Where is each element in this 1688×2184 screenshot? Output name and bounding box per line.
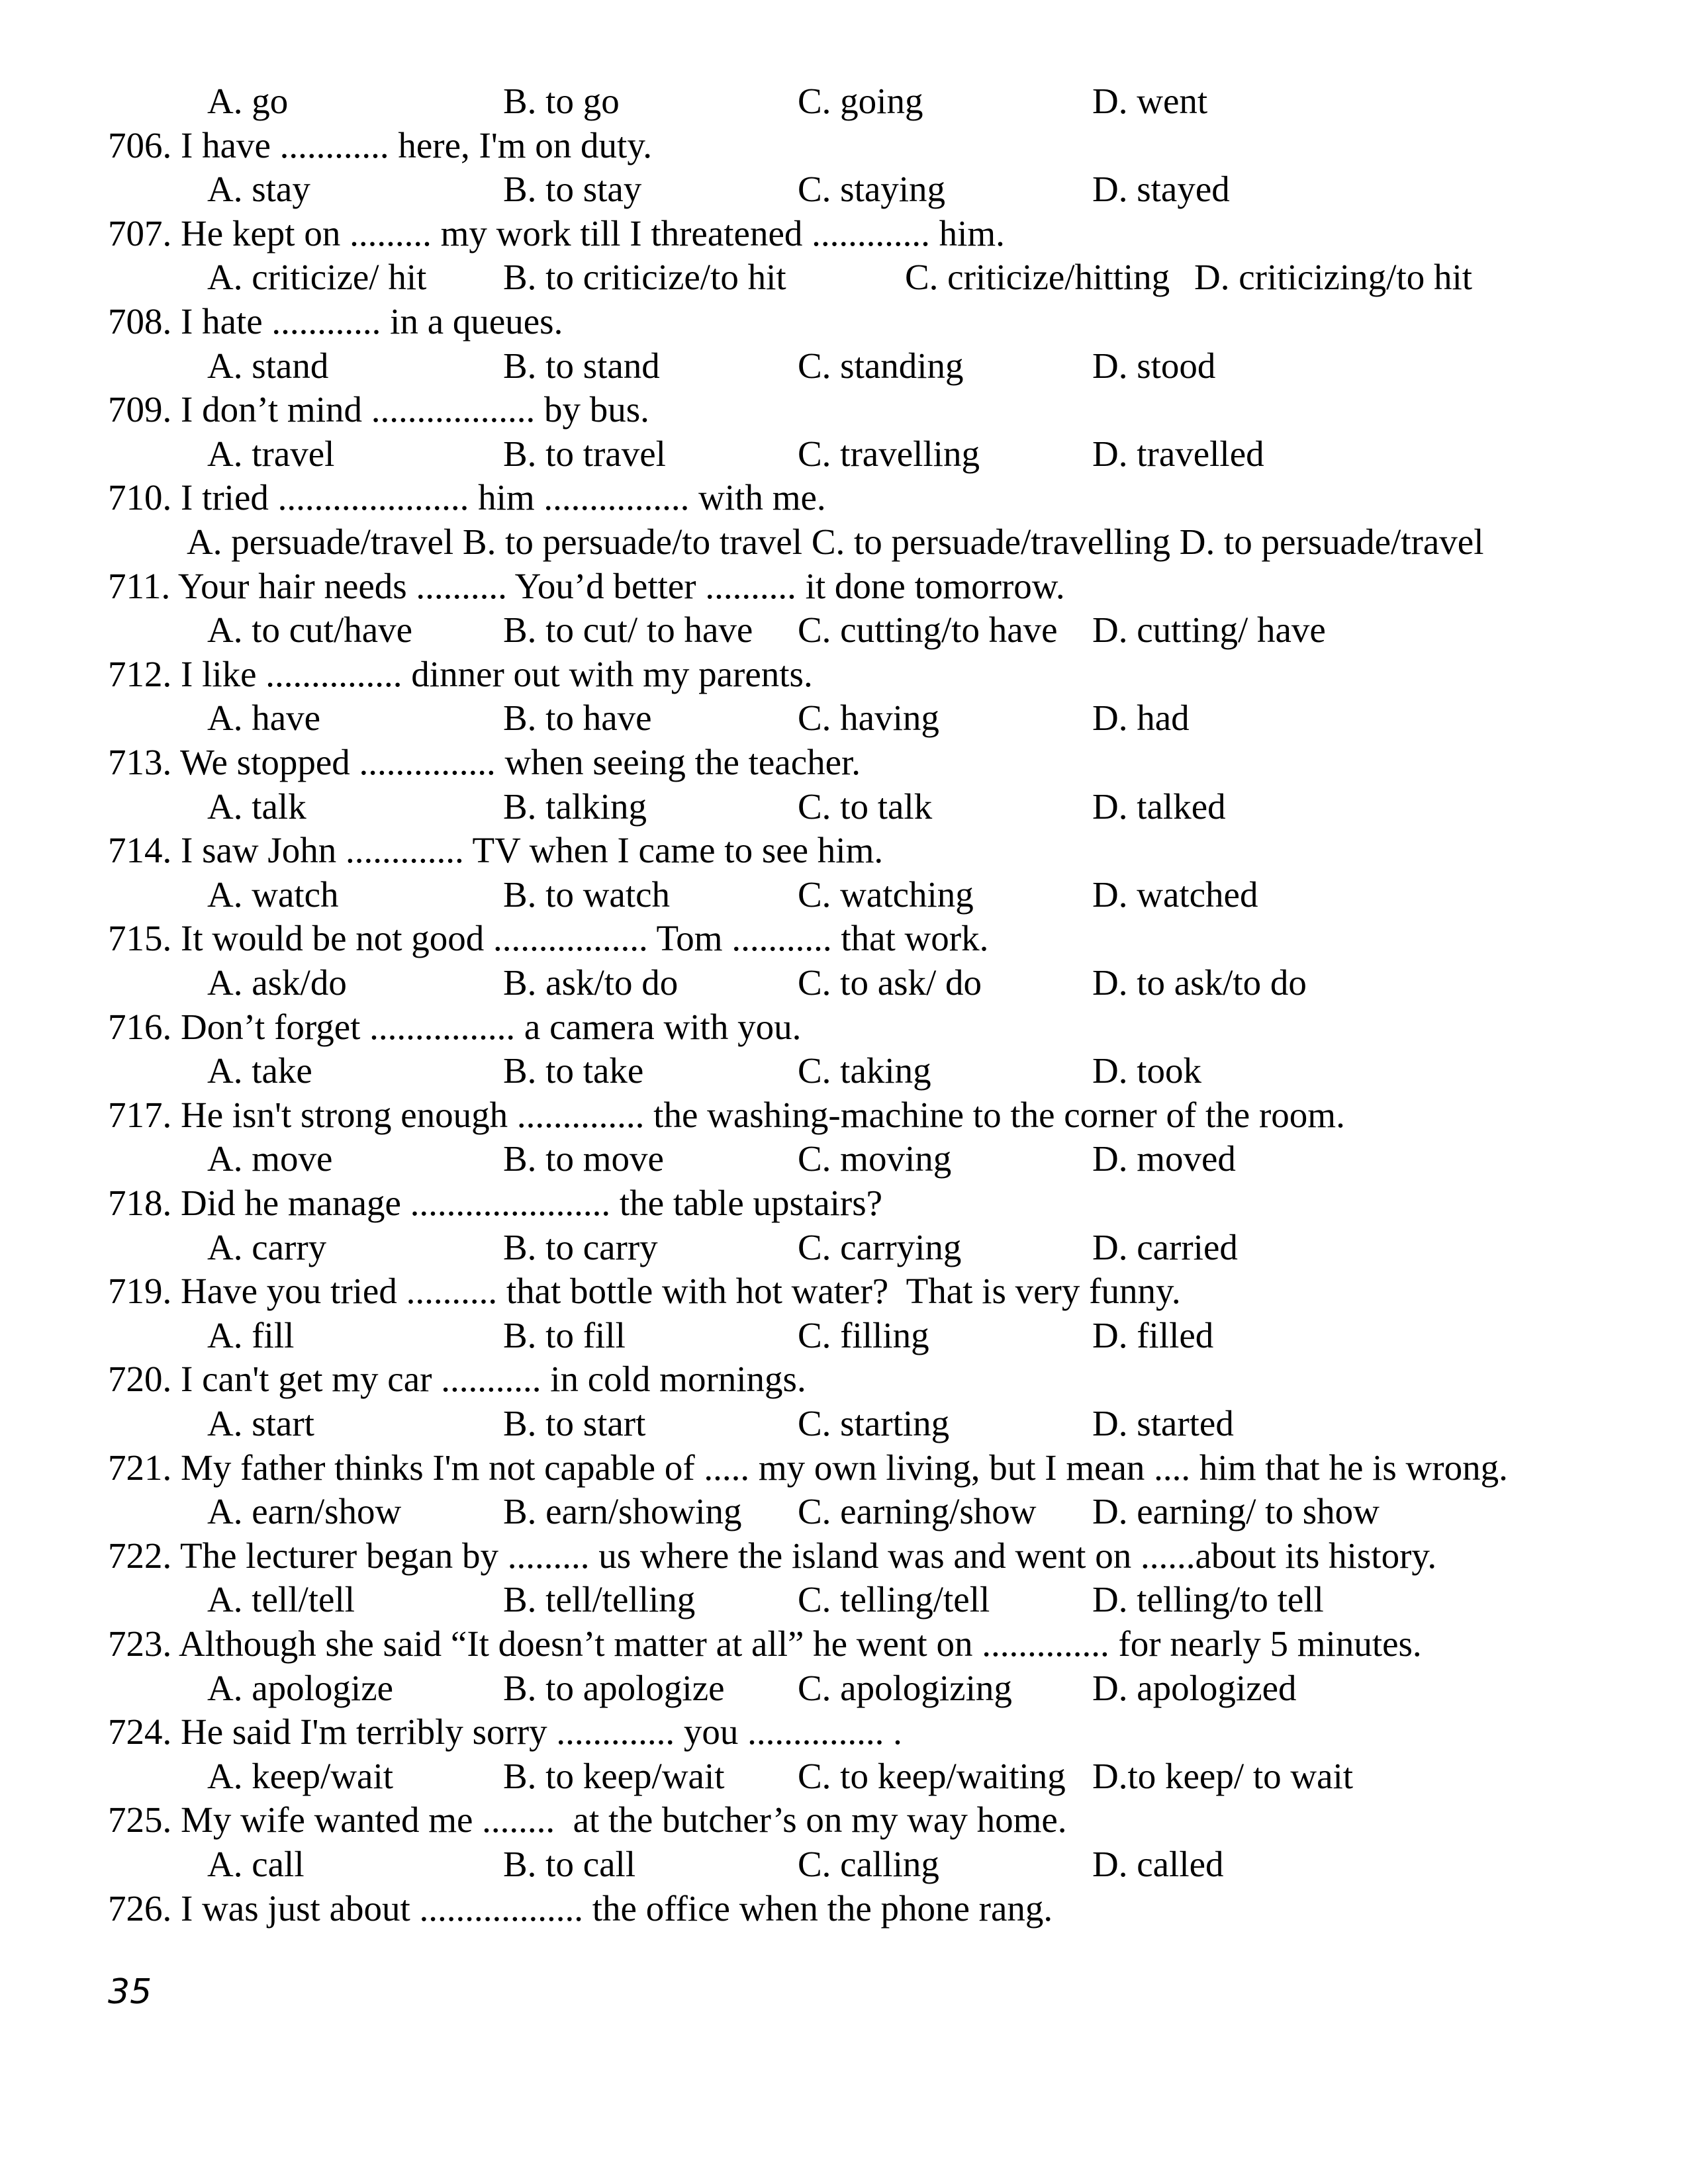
option-b: B. to stand xyxy=(503,345,660,386)
option-c: C. to ask/ do xyxy=(798,962,982,1003)
question-text: 716. Don’t forget ................ a camera with you. xyxy=(108,1007,802,1047)
option-a: A. stand xyxy=(207,345,329,386)
option-c: C. filling xyxy=(798,1315,929,1355)
option-b: B. to cut/ to have xyxy=(503,610,753,650)
option-a: A. apologize xyxy=(207,1668,394,1708)
option-b: B. to apologize xyxy=(503,1668,725,1708)
option-b: B. to take xyxy=(503,1050,644,1091)
option-d: D. to ask/to do xyxy=(1092,962,1307,1003)
option-a: A. tell/tell xyxy=(207,1579,355,1619)
option-d: D. watched xyxy=(1092,874,1258,915)
question-text: 717. He isn't strong enough .............. the washing-machine to the corner of the room. xyxy=(108,1095,1345,1135)
option-a: A. fill xyxy=(207,1315,295,1355)
question-text: 726. I was just about .................. the office when the phone rang. xyxy=(108,1888,1053,1929)
option-c: C. calling xyxy=(798,1844,939,1884)
option-d: D. telling/to tell xyxy=(1092,1579,1324,1619)
option-d: D. apologized xyxy=(1092,1668,1297,1708)
option-c: C. moving xyxy=(798,1138,952,1179)
option-a: A. watch xyxy=(207,874,339,915)
question-text: 706. I have ............ here, I'm on duty. xyxy=(108,125,652,165)
question-text: 724. He said I'm terribly sorry ............. you ............... . xyxy=(108,1711,902,1752)
option-b: B. to watch xyxy=(503,874,671,915)
option-a: A. go xyxy=(207,81,289,121)
question-text: 711. Your hair needs .......... You’d better .......... it done tomorrow. xyxy=(108,566,1065,606)
option-b: B. to call xyxy=(503,1844,636,1884)
option-d: D. carried xyxy=(1092,1227,1238,1267)
option-d: D.to keep/ to wait xyxy=(1092,1756,1354,1796)
option-b: B. to start xyxy=(503,1403,646,1443)
option-b: B. ask/to do xyxy=(503,962,679,1003)
answer-options-line: A. persuade/travel B. to persuade/to travel C. to persuade/travelling D. to persuade/travel xyxy=(187,522,1484,562)
option-c: C. taking xyxy=(798,1050,931,1091)
option-d: D. called xyxy=(1092,1844,1224,1884)
question-text: 721. My father thinks I'm not capable of ..... my own living, but I mean .... him that he is wrong. xyxy=(108,1447,1508,1488)
question-text: 708. I hate ............ in a queues. xyxy=(108,301,563,341)
question-text: 723. Although she said “It doesn’t matter at all” he went on .............. for nearly 5 minutes. xyxy=(108,1623,1422,1664)
option-a: A. criticize/ hit xyxy=(207,257,427,297)
question-text: 710. I tried ..................... him ................ with me. xyxy=(108,477,826,518)
option-b: B. to go xyxy=(503,81,620,121)
option-a: A. take xyxy=(207,1050,312,1091)
option-b: B. to carry xyxy=(503,1227,658,1267)
option-d: D. went xyxy=(1092,81,1208,121)
option-c: C. to talk xyxy=(798,786,933,827)
question-text: 707. He kept on ......... my work till I threatened ............. him. xyxy=(108,213,1005,253)
option-d: D. cutting/ have xyxy=(1092,610,1326,650)
option-a: A. carry xyxy=(207,1227,327,1267)
option-c: C. standing xyxy=(798,345,964,386)
option-b: B. to keep/wait xyxy=(503,1756,725,1796)
question-text: 715. It would be not good ................. Tom ........... that work. xyxy=(108,918,989,958)
option-c: C. starting xyxy=(798,1403,950,1443)
question-text: 718. Did he manage ...................... the table upstairs? xyxy=(108,1183,883,1223)
question-text: 719. Have you tried .......... that bottle with hot water? That is very funny. xyxy=(108,1271,1181,1311)
option-a: A. move xyxy=(207,1138,333,1179)
option-a: A. have xyxy=(207,698,321,738)
question-text: 720. I can't get my car ........... in cold mornings. xyxy=(108,1359,806,1399)
option-a: A. ask/do xyxy=(207,962,347,1003)
option-c: C. apologizing xyxy=(798,1668,1012,1708)
question-text: 722. The lecturer began by ......... us where the island was and went on ......about its history. xyxy=(108,1535,1437,1576)
option-c: C. going xyxy=(798,81,923,121)
question-text: 713. We stopped ............... when seeing the teacher. xyxy=(108,742,861,782)
option-d: D. criticizing/to hit xyxy=(1194,257,1473,297)
option-c: C. staying xyxy=(798,169,946,209)
option-d: D. had xyxy=(1092,698,1190,738)
page-number: 35 xyxy=(108,1972,152,2012)
option-a: A. call xyxy=(207,1844,305,1884)
option-a: A. to cut/have xyxy=(207,610,413,650)
question-text: 709. I don’t mind .................. by bus. xyxy=(108,389,649,430)
option-d: D. started xyxy=(1092,1403,1234,1443)
option-b: B. to criticize/to hit xyxy=(503,257,786,297)
option-a: A. earn/show xyxy=(207,1491,402,1531)
option-a: A. travel xyxy=(207,433,335,474)
option-a: A. stay xyxy=(207,169,310,209)
option-a: A. talk xyxy=(207,786,306,827)
option-b: B. to have xyxy=(503,698,652,738)
option-d: D. stayed xyxy=(1092,169,1230,209)
option-d: D. moved xyxy=(1092,1138,1236,1179)
option-c: C. having xyxy=(798,698,939,738)
option-c: C. watching xyxy=(798,874,974,915)
option-b: B. to fill xyxy=(503,1315,626,1355)
option-c: C. earning/show xyxy=(798,1491,1037,1531)
option-b: B. tell/telling xyxy=(503,1579,696,1619)
question-text: 725. My wife wanted me ........ at the butcher’s on my way home. xyxy=(108,1799,1067,1840)
option-a: A. keep/wait xyxy=(207,1756,394,1796)
option-c: C. criticize/hitting xyxy=(905,257,1170,297)
option-b: B. earn/showing xyxy=(503,1491,742,1531)
option-d: D. filled xyxy=(1092,1315,1214,1355)
option-c: C. telling/tell xyxy=(798,1579,990,1619)
option-a: A. start xyxy=(207,1403,314,1443)
question-text: 714. I saw John ............. TV when I came to see him. xyxy=(108,830,884,870)
option-c: C. cutting/to have xyxy=(798,610,1058,650)
option-d: D. talked xyxy=(1092,786,1226,827)
question-text: 712. I like ............... dinner out with my parents. xyxy=(108,654,813,694)
option-c: C. carrying xyxy=(798,1227,962,1267)
option-b: B. to move xyxy=(503,1138,664,1179)
option-b: B. to stay xyxy=(503,169,642,209)
option-c: C. travelling xyxy=(798,433,980,474)
option-b: B. talking xyxy=(503,786,647,827)
option-d: D. travelled xyxy=(1092,433,1264,474)
option-d: D. took xyxy=(1092,1050,1201,1091)
option-d: D. stood xyxy=(1092,345,1216,386)
option-b: B. to travel xyxy=(503,433,666,474)
option-d: D. earning/ to show xyxy=(1092,1491,1380,1531)
option-c: C. to keep/waiting xyxy=(798,1756,1066,1796)
